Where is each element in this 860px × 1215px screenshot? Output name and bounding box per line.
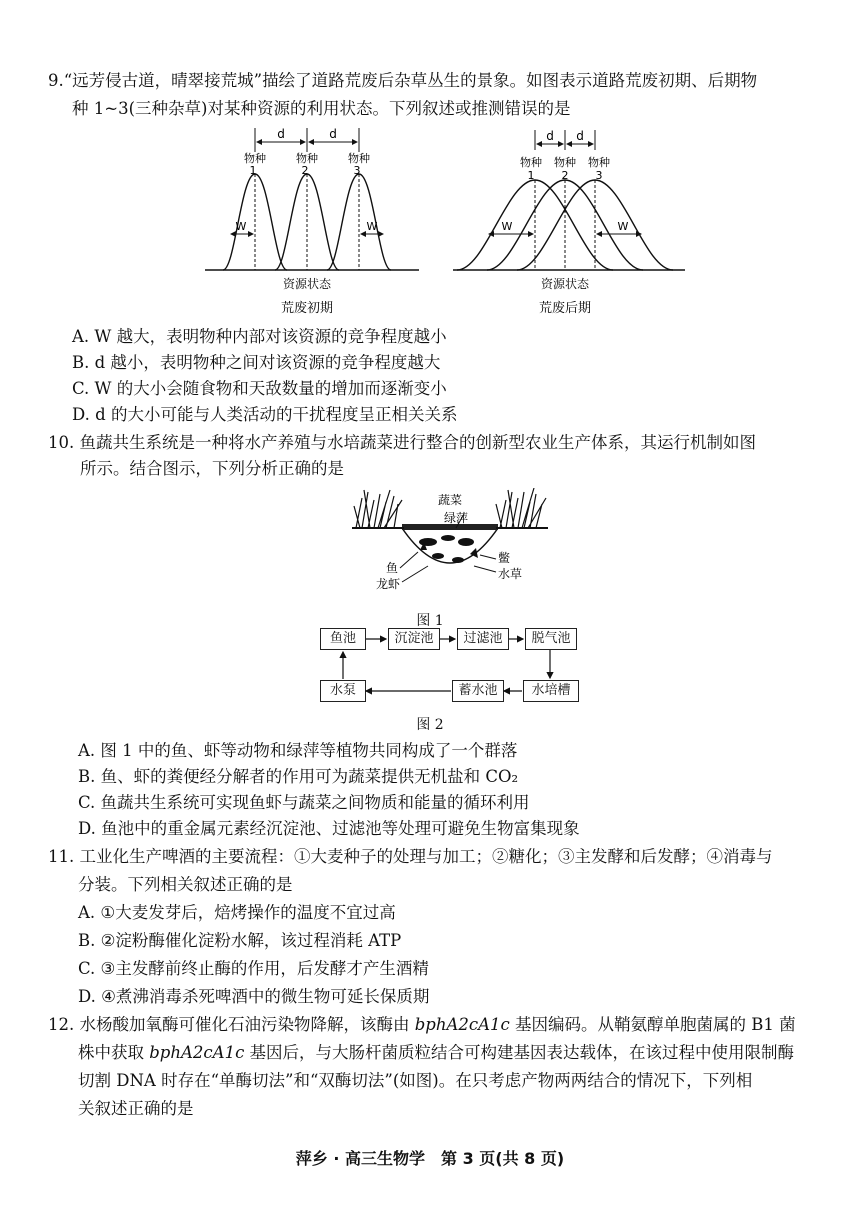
q12-stem-line2 — [78, 1042, 794, 1064]
label-duckweed: 绿萍 — [444, 511, 469, 525]
q10-option-d: D. 鱼池中的重金属元素经沉淀池、过滤池等处理可避免生物富集现象 — [78, 819, 580, 838]
q10-stem-line1: 10. 鱼蔬共生系统是一种将水产养殖与水培蔬菜进行整合的创新型农业生产体系，其运行机制如图 — [48, 433, 756, 452]
x-axis-label: 资源状态 — [540, 277, 590, 291]
d-label-2: d — [576, 129, 584, 143]
d-label-2: d — [329, 127, 337, 141]
q10-option-c: C. 鱼蔬共生系统可实现鱼虾与蔬菜之间物质和能量的循环利用 — [78, 793, 530, 812]
q11-option-a: A. ①大麦发芽后，焙烤操作的温度不宜过高 — [78, 903, 396, 922]
q11-option-b: B. ②淀粉酶催化淀粉水解，该过程消耗 ATP — [78, 931, 402, 950]
q9-option-b: B. d 越小，表明物种之间对该资源的竞争程度越大 — [72, 353, 441, 372]
q10-figure1 — [350, 488, 550, 594]
label-crayfish: 龙虾 — [376, 577, 401, 591]
q11-stem-line1: 11. 工业化生产啤酒的主要流程：①大麦种子的处理与加工；②糖化；③主发酵和后发酵；④消毒与 — [48, 847, 773, 866]
box-filter-pond: 过滤池 — [457, 628, 509, 650]
figure2-caption: 图 2 — [416, 717, 444, 733]
w-label: W — [501, 220, 513, 233]
label-turtle: 鳖 — [498, 551, 511, 565]
q9-figure — [195, 122, 695, 322]
q12-text: 株中获取 — [78, 1043, 150, 1062]
box-hydroponic-tank: 水培槽 — [523, 680, 579, 702]
q10-option-b: B. 鱼、虾的粪便经分解者的作用可为蔬菜提供无机盐和 CO₂ — [78, 767, 519, 786]
box-sedimentation-pond: 沉淀池 — [388, 628, 440, 650]
label-fish: 鱼 — [386, 561, 399, 575]
species-label: 物种 — [554, 156, 576, 169]
species-number: 1 — [527, 169, 535, 182]
q9-option-d: D. d 的大小可能与人类活动的干扰程度呈正相关关系 — [72, 405, 458, 424]
species-label: 物种 — [244, 152, 266, 165]
q9-stem-line2: 种 1~3(三种杂草)对某种资源的利用状态。下列叙述或推测错误的是 — [72, 99, 571, 118]
species-label: 物种 — [520, 156, 542, 169]
vegetable-grass-right — [496, 488, 548, 528]
d-label-1: d — [277, 127, 285, 141]
w-label: W — [366, 220, 378, 233]
figure2-arrows — [310, 620, 590, 710]
species-label: 物种 — [348, 152, 370, 165]
label-waterweed: 水草 — [498, 567, 523, 581]
w-label: W — [235, 220, 247, 233]
box-fish-pond: 鱼池 — [320, 628, 366, 650]
species-label: 物种 — [588, 156, 610, 169]
q11-option-c: C. ③主发酵前终止酶的作用，后发酵才产生酒精 — [78, 959, 429, 978]
box-water-pump: 水泵 — [320, 680, 366, 702]
species-number: 3 — [595, 169, 603, 182]
right-caption: 荒废后期 — [538, 301, 592, 316]
species-number: 2 — [561, 169, 569, 182]
figure1-caption: 图 1 — [416, 613, 444, 629]
w-label: W — [617, 220, 629, 233]
gene-name: bphA2cA1c — [414, 1015, 510, 1034]
q12-stem-line3: 切割 DNA 时存在“单酶切法”和“双酶切法”(如图)。在只考虑产物两两结合的情况下，下列相 — [78, 1071, 753, 1090]
species-number: 3 — [353, 164, 361, 177]
box-degassing-pond: 脱气池 — [525, 628, 577, 650]
species-number: 1 — [249, 164, 257, 177]
q12-text: 12. 水杨酸加氧酶可催化石油污染物降解，该酶由 — [48, 1015, 415, 1034]
q10-stem-line2: 所示。结合图示，下列分析正确的是 — [80, 459, 344, 478]
q12-text: 基因后，与大肠杆菌质粒结合可构建基因表达载体，在该过程中使用限制酶 — [244, 1043, 795, 1062]
right-panel — [453, 129, 685, 316]
q9-option-a: A. W 越大，表明物种内部对该资源的竞争程度越小 — [72, 327, 447, 346]
q11-stem-line2: 分装。下列相关叙述正确的是 — [78, 875, 293, 894]
q12-stem-line4: 关叙述正确的是 — [78, 1099, 194, 1118]
q11-option-d: D. ④煮沸消毒杀死啤酒中的微生物可延长保质期 — [78, 987, 430, 1006]
species-label: 物种 — [296, 152, 318, 165]
q10-option-a: A. 图 1 中的鱼、虾等动物和绿萍等植物共同构成了一个群落 — [78, 741, 518, 760]
species-number: 2 — [301, 164, 309, 177]
left-caption: 荒废初期 — [280, 301, 334, 316]
q12-text: 基因编码。从鞘氨醇单胞菌属的 B1 菌 — [509, 1015, 796, 1034]
d-label-1: d — [546, 129, 554, 143]
q12-stem-line1 — [48, 1014, 796, 1036]
label-vegetable: 蔬菜 — [438, 493, 463, 507]
q9-option-c: C. W 的大小会随食物和天敌数量的增加而逐渐变小 — [72, 379, 447, 398]
q9-stem-line1: 9.“远芳侵古道，晴翠接荒城”描绘了道路荒废后杂草丛生的景象。如图表示道路荒废初期、后期物 — [48, 71, 758, 90]
x-axis-label: 资源状态 — [282, 277, 332, 291]
vegetable-grass-left — [352, 490, 404, 528]
gene-name: bphA2cA1c — [149, 1043, 245, 1062]
left-panel — [205, 127, 419, 316]
page-footer: 萍乡 · 高三生物学 第 3 页(共 8 页) — [295, 1149, 565, 1168]
box-storage-pond: 蓄水池 — [452, 680, 504, 702]
